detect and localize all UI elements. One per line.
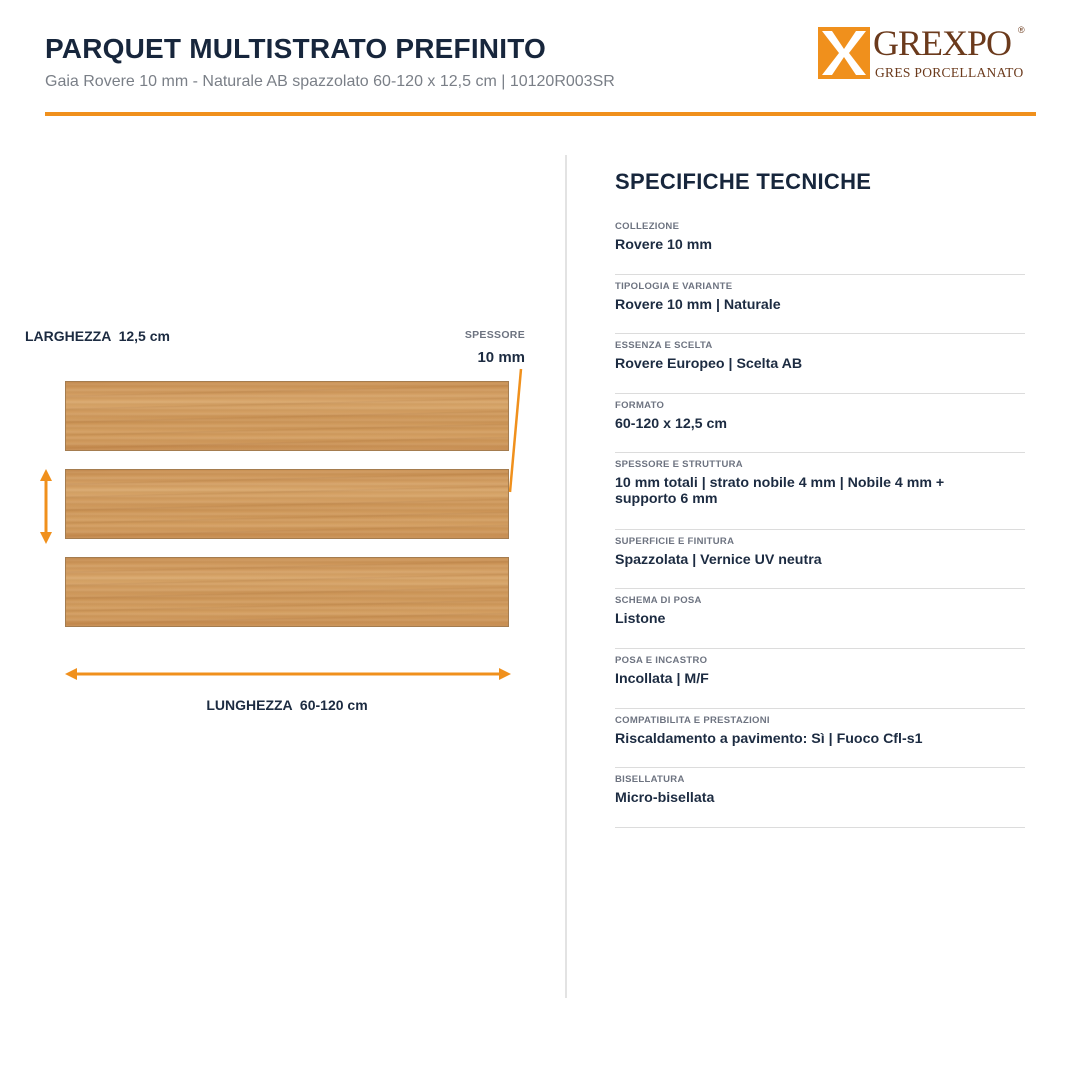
spec-item [615,709,1025,769]
spec-label: SCHEMA DI POSA [615,595,702,607]
spec-value: Listone [615,611,666,628]
spec-value: 10 mm totali | strato nobile 4 mm | Nobile 4 mm + supporto 6 mm [615,475,945,507]
width-arrow-icon [40,469,52,544]
logo-wordmark: GREXPO [873,23,1012,63]
length-label: LUNGHEZZA 60-120 cm [206,697,368,713]
spec-value: Spazzolata | Vernice UV neutra [615,551,822,568]
dimension-arrows [0,0,560,760]
spec-label: POSA E INCASTRO [615,654,708,666]
width-label: LARGHEZZA 12,5 cm [25,328,170,344]
spec-item [615,334,1025,394]
spec-item [615,589,1025,649]
logo-registered-mark: ® [1018,25,1025,35]
spec-item [615,275,1025,335]
thickness-leader-line [510,369,521,492]
logo-tagline: GRES PORCELLANATO [875,65,1024,80]
spec-value: 60-120 x 12,5 cm [615,415,728,432]
spec-item [615,394,1025,454]
spec-label: FORMATO [615,399,665,411]
column-divider [565,155,567,998]
spec-list [615,215,1025,828]
logo-x-mark-icon [818,27,870,79]
spec-item [615,768,1025,828]
product-subtitle: Gaia Rovere 10 mm - Naturale AB spazzolato 60-120 x 12,5 cm | 10120R003SR [45,73,615,90]
spec-value: Riscaldamento a pavimento: Sì | Fuoco Cfl-s1 [615,730,923,747]
spec-label: COLLEZIONE [615,221,680,232]
spec-label: TIPOLOGIA E VARIANTE [615,280,733,292]
spec-value: Rovere 10 mm [615,237,712,253]
grexpo-logo [818,25,1028,81]
spec-label: SPESSORE E STRUTTURA [615,459,743,471]
spec-item [615,530,1025,590]
spec-value: Rovere Europeo | Scelta AB [615,356,803,373]
spec-item [615,453,1025,529]
spec-value: Rovere 10 mm | Naturale [615,296,781,313]
thickness-value: 10 mm [477,349,525,366]
spec-label: BISELLATURA [615,774,685,786]
spec-value: Micro-bisellata [615,790,715,807]
page-title: PARQUET MULTISTRATO PREFINITO [45,33,546,64]
specs-title: SPECIFICHE TECNICHE [615,169,872,194]
spec-label: SUPERFICIE E FINITURA [615,535,735,547]
spec-item [615,649,1025,709]
thickness-caption: SPESSORE [464,329,525,341]
spec-item [615,215,1025,275]
spec-label: COMPATIBILITA E PRESTAZIONI [615,714,770,726]
length-arrow-icon [65,668,511,680]
spec-label: ESSENZA E SCELTA [615,340,713,352]
spec-value: Incollata | M/F [615,670,709,687]
